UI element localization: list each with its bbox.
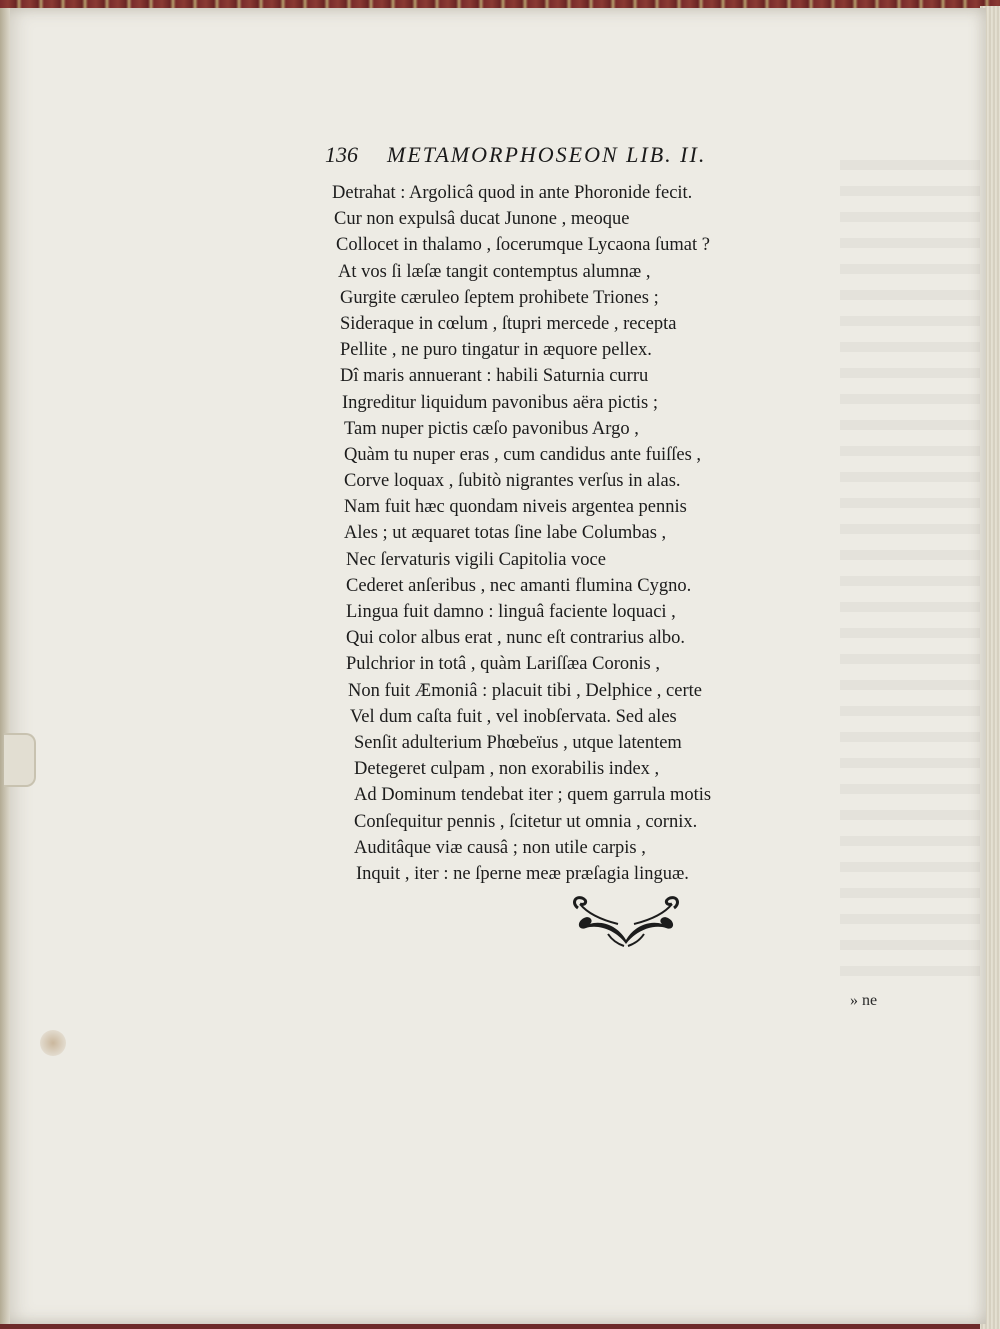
verse-line: Vel dum caſta fuit , vel inobſervata. Sed ales — [350, 706, 677, 727]
verse-line: Inquit , iter : ne ſperne meæ præſagia linguæ. — [356, 863, 689, 884]
catchword: » ne — [850, 992, 878, 1009]
verse-line: Auditâque viæ causâ ; non utile carpis , — [354, 837, 646, 858]
verse-line: Senſit adulterium Phœbeïus , utque latentem — [354, 732, 682, 753]
verse-line: Tam nuper pictis cæſo pavonibus Argo , — [344, 418, 639, 439]
verse-line: Dî maris annuerant : habili Saturnia curru — [340, 366, 649, 387]
verse-line: Nam fuit hæc quondam niveis argentea pennis — [344, 497, 687, 518]
verse-line: Conſequitur pennis , ſcitetur ut omnia , cornix. — [354, 811, 698, 832]
bleed-through-text — [840, 160, 980, 980]
verse-line: Lingua fuit damno : linguâ faciente loquaci , — [346, 602, 676, 622]
verse-block — [332, 180, 812, 887]
verse-line: Detegeret culpam , non exorabilis index , — [354, 759, 660, 780]
running-header — [325, 142, 805, 176]
verse-line: Pellite , ne puro tingatur in æquore pellex. — [340, 340, 652, 361]
verse-line: Cur non expulsâ ducat Junone , meoque — [334, 209, 630, 230]
verse-line: Qui color albus erat , nunc eſt contrarius albo. — [346, 628, 686, 649]
verse-line: Detrahat : Argolicâ quod in ante Phoronide fecit. — [332, 183, 693, 203]
page-number: 136 — [325, 142, 358, 167]
verse-line: Nec ſervaturis vigili Capitolia voce — [346, 549, 606, 570]
verse-line: Sideraque in cœlum , ſtupri mercede , recepta — [340, 313, 677, 334]
verse-line: Quàm tu nuper eras , cum candidus ante fuiſſes , — [344, 444, 702, 465]
running-title: METAMORPHOSEON LIB. II. — [387, 142, 707, 167]
verse-line: At vos ſi læſæ tangit contemptus alumnæ , — [338, 261, 651, 282]
verse-line: Gurgite cæruleo ſeptem prohibete Triones ; — [340, 287, 659, 308]
tailpiece-ornament-icon — [568, 894, 684, 950]
verse-line: Cederet anſeribus , nec amanti flumina Cygno. — [346, 575, 692, 596]
verse-line: Ad Dominum tendebat iter ; quem garrula motis — [354, 785, 712, 806]
verse-line: Ales ; ut æquaret totas ſine labe Columbas , — [344, 523, 667, 544]
page-gutter — [0, 8, 10, 1324]
verse-line: Pulchrior in totâ , quàm Lariſſæa Coronis , — [346, 654, 660, 675]
page-tab-mark — [4, 733, 36, 787]
foxing-stain — [40, 1030, 66, 1056]
verse-line: Collocet in thalamo , ſocerumque Lycaona ſumat ? — [336, 235, 710, 256]
verse-line: Non fuit Æmoniâ : placuit tibi , Delphice , certe — [348, 680, 702, 701]
verse-line: Ingreditur liquidum pavonibus aëra pictis ; — [342, 392, 658, 413]
verse-line: Corve loquax , ſubitò nigrantes verſus in alas. — [344, 471, 681, 492]
